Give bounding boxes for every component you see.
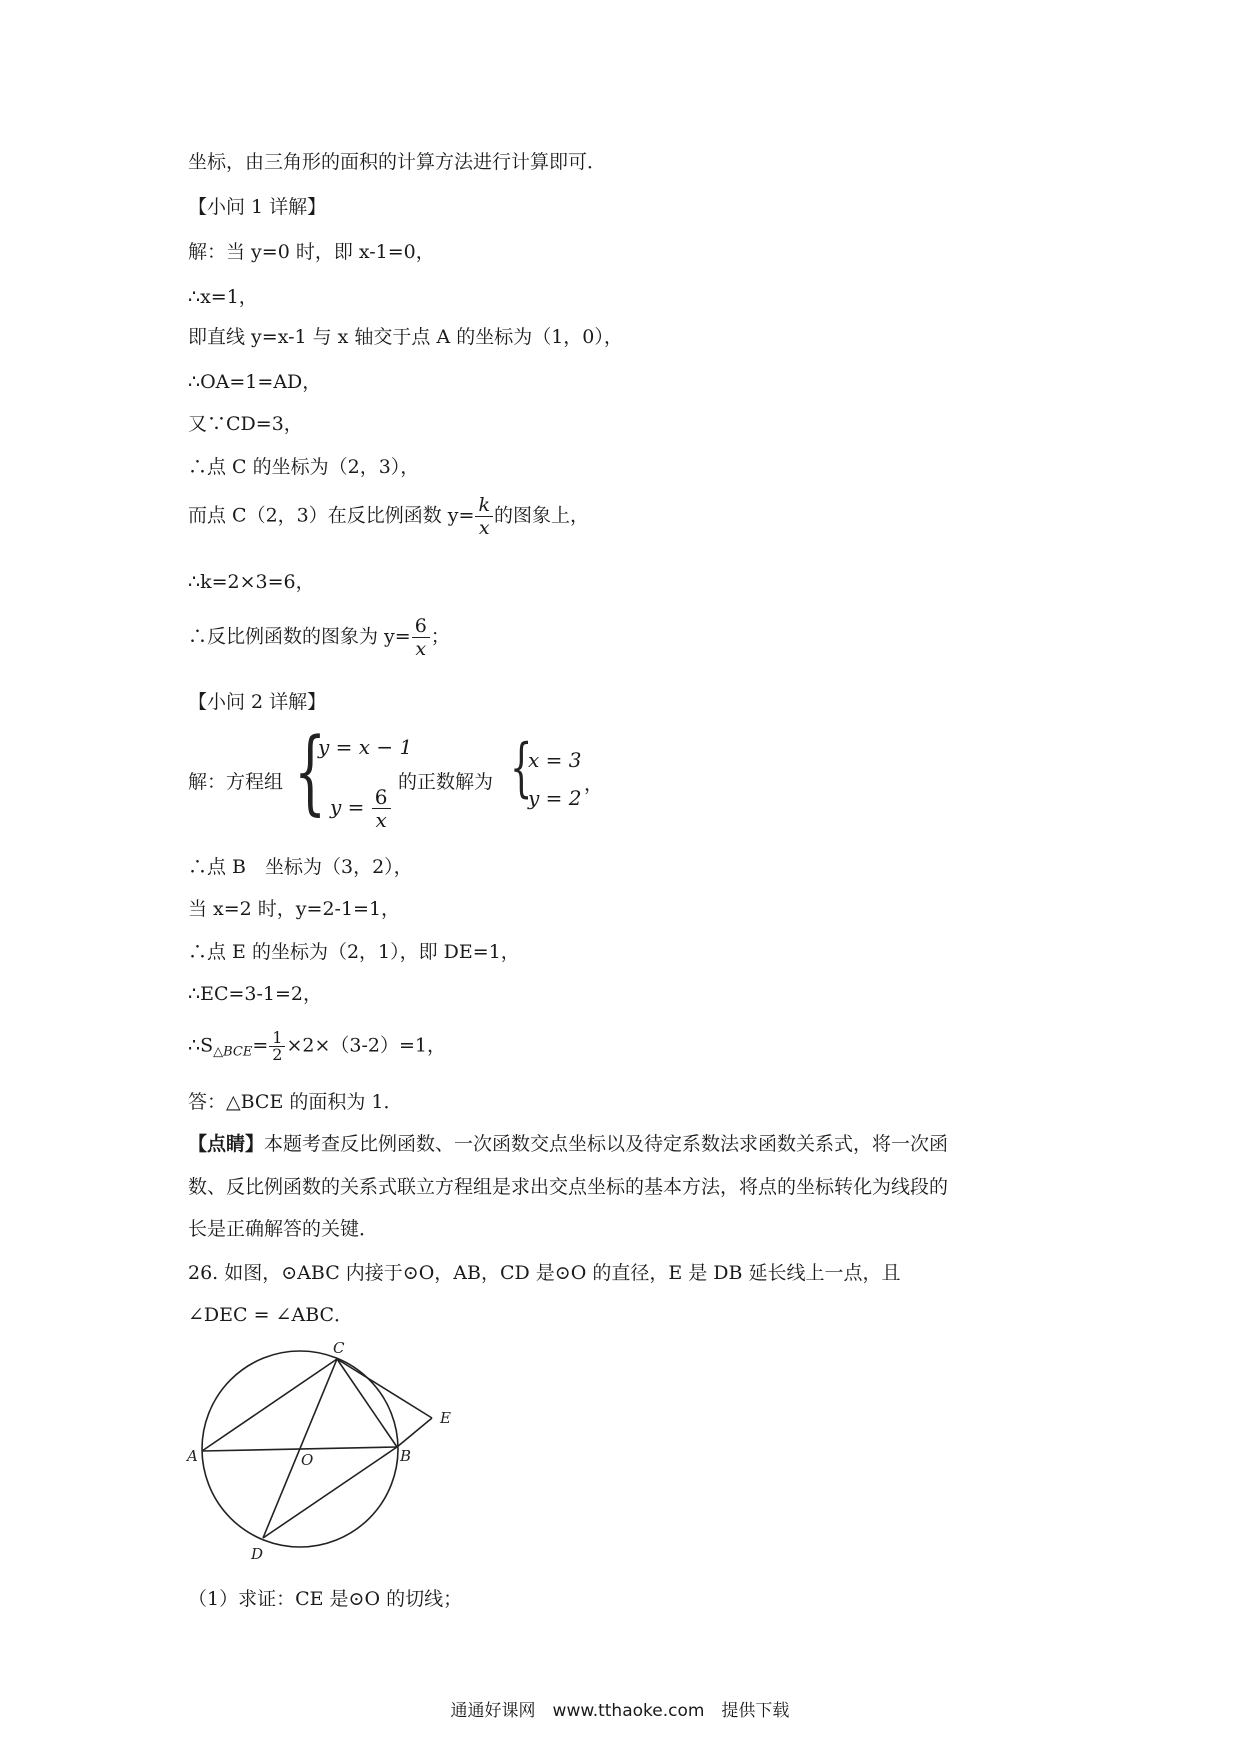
row-prefix: y = [330, 795, 365, 819]
text-line: 即直线 y=x-1 与 x 轴交于点 A 的坐标为（1，0）， [188, 326, 623, 348]
text-line: ∴点 E 的坐标为（2，1），即 DE=1， [188, 941, 520, 963]
geometry-figure [185, 1335, 475, 1565]
segment-bd [263, 1447, 397, 1538]
numerator: 1 [269, 1030, 285, 1047]
text-line: 的正数解为 [398, 771, 494, 793]
text-line: ∴EC=3-1=2， [188, 983, 323, 1005]
text-line: 坐标，由三角形的面积的计算方法进行计算即可． [188, 151, 607, 173]
text-line: ∴点 C 的坐标为（2，3）， [188, 456, 420, 478]
system-row: y = x − 1 [318, 735, 413, 759]
denominator: x [415, 638, 427, 660]
text-line-with-fraction [188, 494, 589, 539]
fraction [475, 494, 493, 539]
fraction [372, 786, 391, 831]
page-footer: 通通好课网 www.tthaoke.com 提供下载 [450, 1701, 790, 1721]
line-suffix: ×2×（3-2）=1， [286, 1034, 446, 1057]
label-o: O [301, 1451, 314, 1469]
fraction [412, 615, 430, 660]
text-line: 解：当 y=0 时，即 x-1=0， [188, 241, 435, 263]
text-line-with-fraction [188, 615, 450, 660]
text-line: 答：△BCE 的面积为 1． [188, 1091, 403, 1113]
line-prefix: 而点 C（2，3）在反比例函数 y= [188, 504, 475, 527]
commentary-text: 本题考查反比例函数、一次函数交点坐标以及待定系数法求函数关系式，将一次函 [264, 1133, 949, 1155]
text-line: 又∵CD=3， [188, 413, 303, 435]
segment-be [397, 1418, 432, 1447]
label-a: A [187, 1447, 198, 1465]
fraction [269, 1030, 285, 1063]
denominator: x [478, 517, 490, 539]
label-c: C [333, 1339, 345, 1357]
equals-sign: = [252, 1034, 269, 1057]
text-line: ∴k=2×3=6， [188, 571, 315, 593]
question-text: 26. 如图，⊙ABC 内接于⊙O，AB，CD 是⊙O 的直径，E 是 DB 延长线上一点，且 [188, 1262, 901, 1284]
denominator: 2 [272, 1045, 283, 1064]
numerator: 6 [412, 615, 430, 638]
question-text: ∠DEC = ∠ABC． [188, 1304, 354, 1326]
label-e: E [440, 1409, 451, 1427]
system-row: y = 2 [528, 786, 582, 810]
line-suffix: 的图象上， [493, 504, 589, 527]
question-text: （1）求证：CE 是⊙O 的切线； [188, 1588, 463, 1610]
label-d: D [251, 1545, 264, 1563]
line-prefix: ∴S [188, 1034, 214, 1057]
denominator: x [375, 808, 387, 832]
text-line-with-fraction [188, 1030, 446, 1065]
subscript: △BCE [213, 1044, 253, 1060]
segment-ce [337, 1359, 432, 1418]
left-brace: { [294, 718, 327, 825]
text-line: ∴OA=1=AD， [188, 371, 322, 393]
label-b: B [400, 1447, 412, 1465]
numerator: k [475, 494, 493, 517]
text-line: ， [584, 773, 604, 795]
text-line: 当 x=2 时，y=2-1=1， [188, 898, 401, 920]
commentary-line [188, 1132, 948, 1156]
left-brace: { [510, 731, 533, 805]
commentary-line: 数、反比例函数的关系式联立方程组是求出交点坐标的基本方法，将点的坐标转化为线段的 [188, 1176, 949, 1198]
system-row: x = 3 [528, 748, 582, 772]
system-row [330, 786, 392, 831]
text-line: ∴点 B 坐标为（3，2）， [188, 856, 413, 878]
section-heading: 【小问 2 详解】 [188, 691, 327, 713]
segment-cb [337, 1359, 397, 1447]
section-heading: 【小问 1 详解】 [188, 196, 327, 218]
text-line: ∴x=1， [188, 286, 258, 308]
line-suffix: ； [430, 625, 450, 648]
commentary-tag: 【点睛】 [188, 1133, 265, 1155]
numerator: 6 [372, 786, 391, 809]
line-prefix: ∴反比例函数的图象为 y= [188, 625, 411, 648]
text-line: 解：方程组 [188, 771, 284, 793]
commentary-line: 长是正确解答的关键． [188, 1218, 379, 1240]
segment-ac [202, 1359, 337, 1451]
